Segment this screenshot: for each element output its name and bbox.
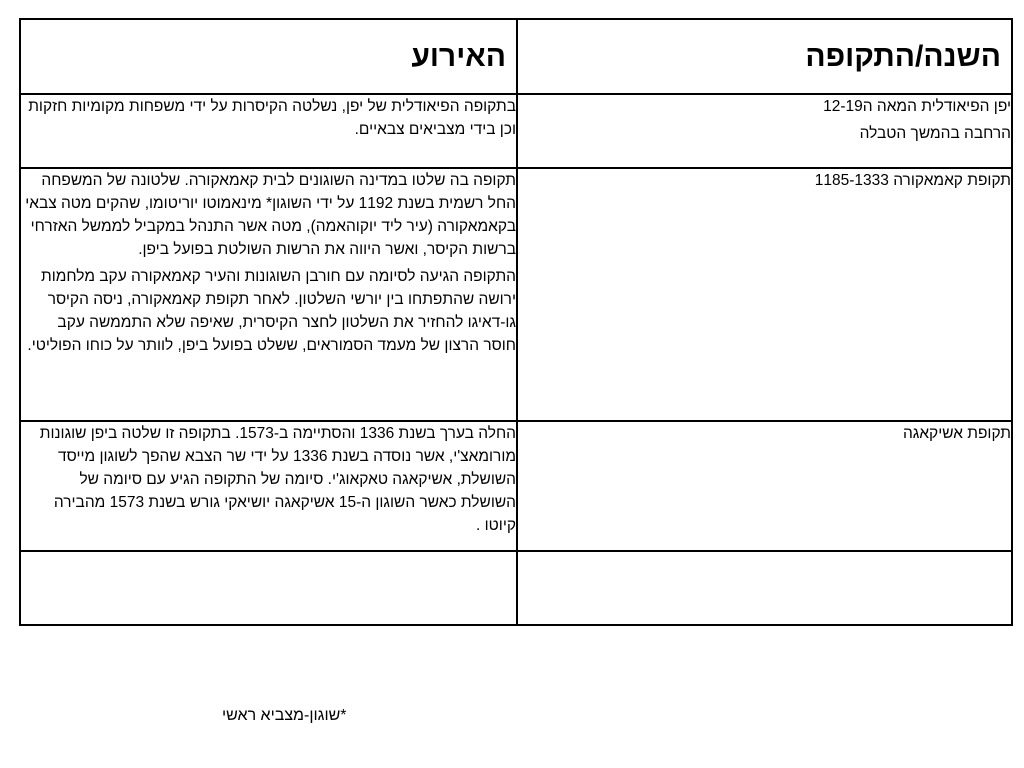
period-line: יפן הפיאודלית המאה ה12-19 xyxy=(823,98,1011,115)
period-line: תקופת קאמאקורה 1185-1333 xyxy=(814,172,1011,189)
history-table xyxy=(19,18,1013,626)
period-cell xyxy=(517,168,1012,421)
event-cell xyxy=(20,94,517,168)
period-line: הרחבה בהמשך הטבלה xyxy=(859,125,1011,142)
period-line: תקופת אשיקאגה xyxy=(902,425,1011,442)
period-cell xyxy=(517,94,1012,168)
table-row xyxy=(20,168,1012,421)
table-header-row xyxy=(20,19,1012,94)
period-cell-empty xyxy=(517,551,1012,625)
header-period: השנה/התקופה xyxy=(517,19,1012,94)
event-paragraph: התקופה הגיעה לסיומה עם חורבן השוגונות והעיר קאמאקורה עקב מלחמות ירושה שהתפתחו בין יורשי השלטון. לאחר תקופת קאמאקורה, ניסה הקיסר גו-דאיגו להחזיר את השלטון לחצר הקיסרית, שאיפה שלא התממשה עקב חוסר הרצון של מעמד הסמוראים, ששלט בפועל ביפן, לוותר על כוחו הפוליטי. xyxy=(27,268,516,354)
event-paragraph: תקופה בה שלטו במדינה השוגונים לבית קאמאקורה. שלטונה של המשפחה החל רשמית בשנת 1192 על ידי השוגון* מינאמוטו יוריטומו, שהקים מטה צבאי בקאמאקורה (עיר ליד יוקוהאמה), מטה אשר התנהל במקביל לממשל האזרחי ברשות הקיסר, ואשר היווה את הרשות השולטת בפועל ביפן. xyxy=(25,172,516,258)
table-row xyxy=(20,94,1012,168)
header-event: האירוע xyxy=(20,19,517,94)
event-paragraph: בתקופה הפיאודלית של יפן, נשלטה הקיסרות על ידי משפחות מקומיות חזקות וכן בידי מצביאים צבאיים. xyxy=(28,98,516,138)
event-cell xyxy=(20,421,517,551)
table-row xyxy=(20,421,1012,551)
event-cell-empty xyxy=(20,551,517,625)
event-paragraph: החלה בערך בשנת 1336 והסתיימה ב-1573. בתקופה זו שלטה ביפן שוגונות מורומאצ'י, אשר נוסדה בשנת 1336 על ידי שר הצבא שהפך לשוגון מייסד השושלת, אשיקאגה טאקאוג'י. סיומה של התקופה הגיע עם סיומה של השושלת כאשר השוגון ה-15 אשיקאגה יושיאקי גורש בשנת 1573 מהבירה קיוטו . xyxy=(39,425,516,534)
table-row-empty xyxy=(20,551,1012,625)
footnote: *שוגון-מצביא ראשי xyxy=(222,707,347,724)
event-cell xyxy=(20,168,517,421)
period-cell xyxy=(517,421,1012,551)
